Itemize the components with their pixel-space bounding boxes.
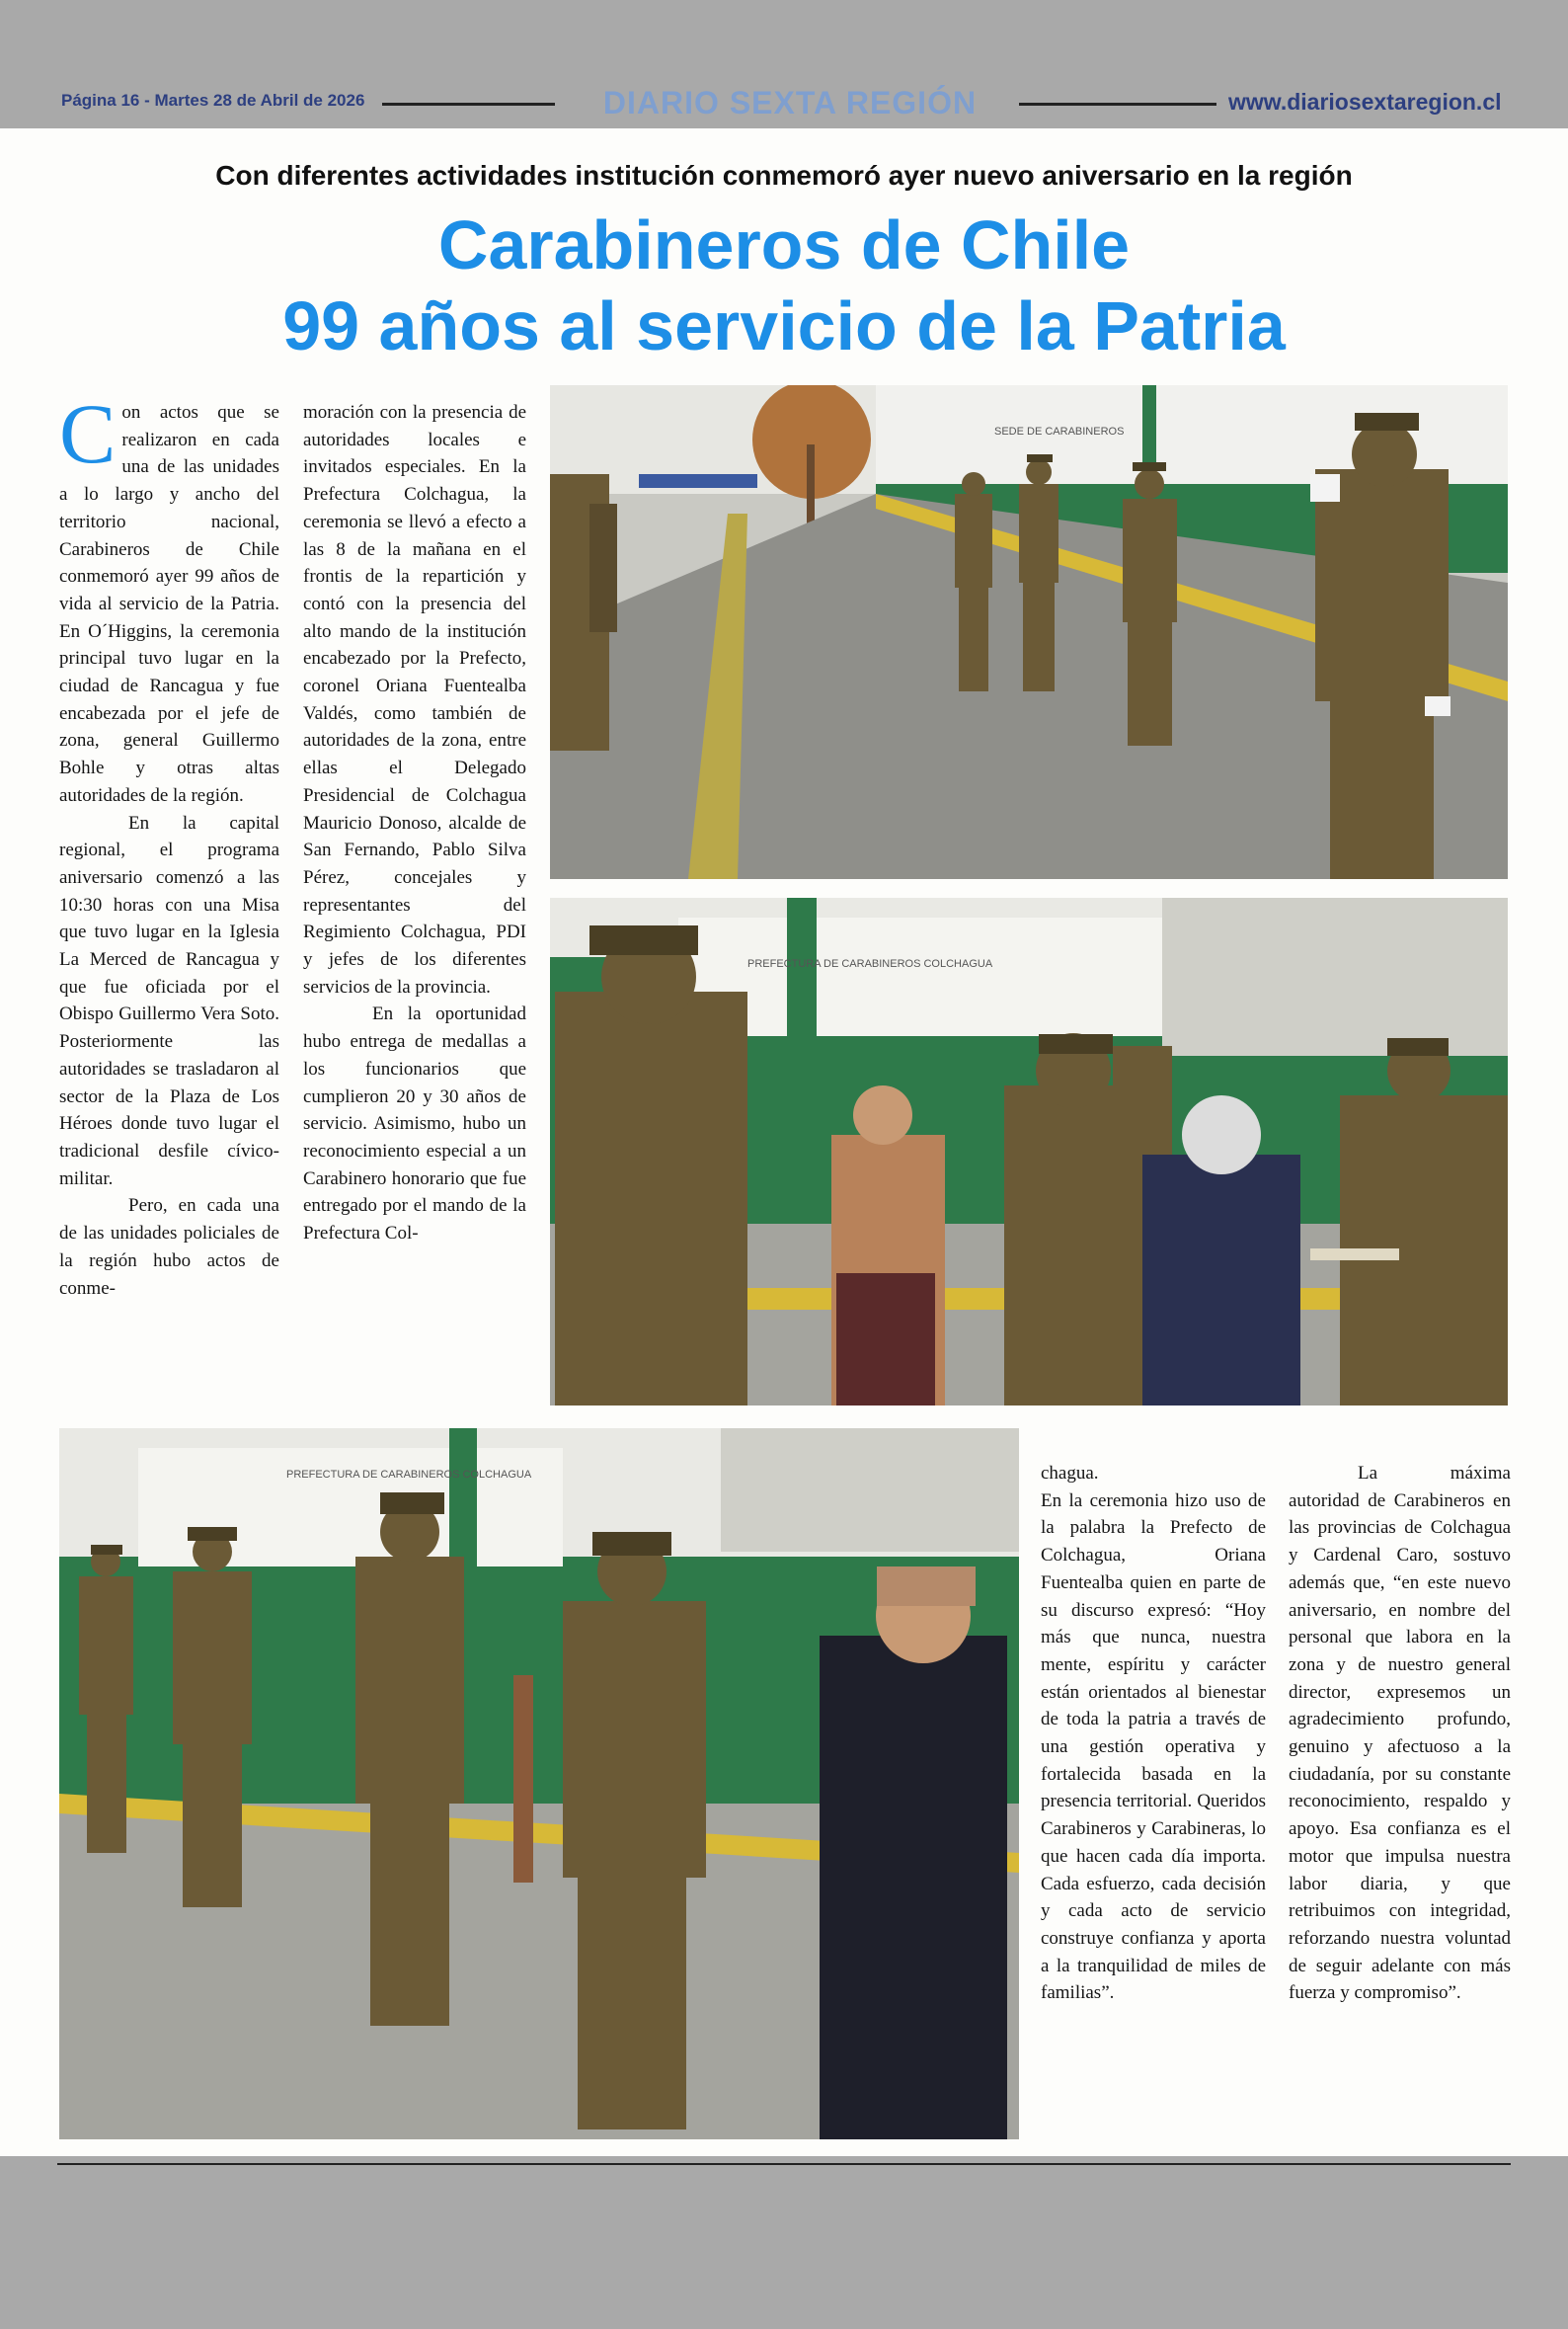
masthead-url-link[interactable]: www.diariosextaregion.cl bbox=[1228, 89, 1502, 115]
col3-paragraph-2: En la ceremonia hizo uso de la palabra la Prefecto de Colchagua, Oriana Fuentealba quien en parte de su discurso expresó: “Hoy más que nunca, nuestra mente, espíritu y carácter están orientados al bienestar de toda la patria a través de una gestión operativa y fortalecida basada en la presencia territorial. Queridos Carabineros y Carabineras, lo que hacen cada día importa. Cada esfuerzo, cada decisión y cada acto de servicio construye confianza y aporta a la tranquilidad de miles de familias”. bbox=[1041, 1489, 1266, 2004]
header-rule-left bbox=[382, 103, 555, 106]
article-kicker: Con diferentes actividades institución conmemoró ayer nuevo aniversario en la región bbox=[215, 160, 1353, 191]
photo-formation-prefect bbox=[59, 1428, 1019, 2139]
header-rule-right bbox=[1019, 103, 1216, 106]
photo-salute-line bbox=[550, 385, 1508, 879]
col3-paragraph-1: chagua. bbox=[1041, 1463, 1099, 1484]
article-headline-line1: Carabineros de Chile bbox=[437, 206, 1131, 283]
drop-cap: C bbox=[59, 386, 117, 481]
footer-rule bbox=[57, 2163, 1511, 2165]
article-column-3 bbox=[1041, 1460, 1266, 2007]
photo2-sign-text: PREFECTURA DE CARABINEROS COLCHAGUA bbox=[747, 958, 993, 970]
col1-paragraph-1: on actos que se realizaron en cada una de las unidades a lo largo y ancho del territorio nacional, Carabineros de Chile conmemoró ayer 99 años de vida al servicio de la Patria. En O´Higgins, la ceremonia principal tuvo lugar en la ciudad de Rancagua y fue encabezada por el jefe de zona, general Guillermo Bohle y otras altas autoridades de la región. bbox=[59, 402, 279, 806]
col4-paragraph-1: La máxima autoridad de Carabineros en las provincias de Colchagua y Cardenal Caro, sostuvo además que, “en este nuevo aniversario, en nombre del personal que labora en la zona y de nuestro general director, expresemos un agradecimiento profundo, genuino y afectuoso a la ciudadanía, por su constante reconocimiento, respaldo y apoyo. Esa confianza es el motor que impulsa nuestra labor diaria, y que retribuimos con integridad, reforzando nuestra voluntad de seguir adelante con más fuerza y compromiso”. bbox=[1289, 1463, 1511, 2004]
col2-paragraph-2: En la oportunidad hubo entrega de medallas a los funcionarios que cumplieron 20 y 30 años de servicio. Asimismo, hubo un reconocimiento especial a un Carabinero honorario que fue entregado por el mando de la Prefectura Col- bbox=[303, 1004, 526, 1245]
col2-paragraph-1: moración con la presencia de autoridades locales e invitados especiales. En la Prefectura Colchagua, la ceremonia se llevó a efecto a las 8 de la mañana en el frontis de la repartición y contó con la presencia del alto mando de la institución encabezado por la Prefecto, coronel Oriana Fuentealba Valdés, como también de autoridades de la zona, entre ellas el Delegado Presidencial de Colchagua Mauricio Donoso, alcalde de San Fernando, Pablo Silva Pérez, concejales y representantes del Regimiento Colchagua, PDI y jefes de los diferentes servicios de la provincia. bbox=[303, 402, 526, 998]
photo3-sign-text: PREFECTURA DE CARABINEROS COLCHAGUA bbox=[286, 1469, 532, 1481]
article-headline-line2: 99 años al servicio de la Patria bbox=[282, 287, 1286, 364]
col1-paragraph-3: Pero, en cada una de las unidades policiales de la región hubo actos de conme- bbox=[59, 1195, 279, 1299]
photo1-sign-text: SEDE DE CARABINEROS bbox=[994, 426, 1125, 438]
masthead-title: DIARIO SEXTA REGIÓN bbox=[602, 85, 978, 120]
article-column-1 bbox=[59, 386, 279, 1302]
page-date-label: Página 16 - Martes 28 de Abril de 2026 bbox=[61, 91, 365, 110]
article-column-4 bbox=[1289, 1460, 1511, 2007]
photo-formation-illustration bbox=[59, 1428, 1019, 2139]
photo-salute-illustration bbox=[550, 385, 1508, 879]
photo-medal-illustration bbox=[550, 898, 1508, 1405]
article-column-2 bbox=[303, 399, 526, 1247]
photo-medal-ceremony bbox=[550, 898, 1508, 1405]
col1-paragraph-2: En la capital regional, el programa aniversario comenzó a las 10:30 horas con una Misa que tuvo lugar en la Iglesia La Merced de Rancagua y que fue oficiada por el Obispo Guillermo Vera Soto. Posteriormente las autoridades se trasladaron al sector de la Plaza de Los Héroes donde tuvo lugar el tradicional desfile cívico- militar. bbox=[59, 812, 279, 1189]
